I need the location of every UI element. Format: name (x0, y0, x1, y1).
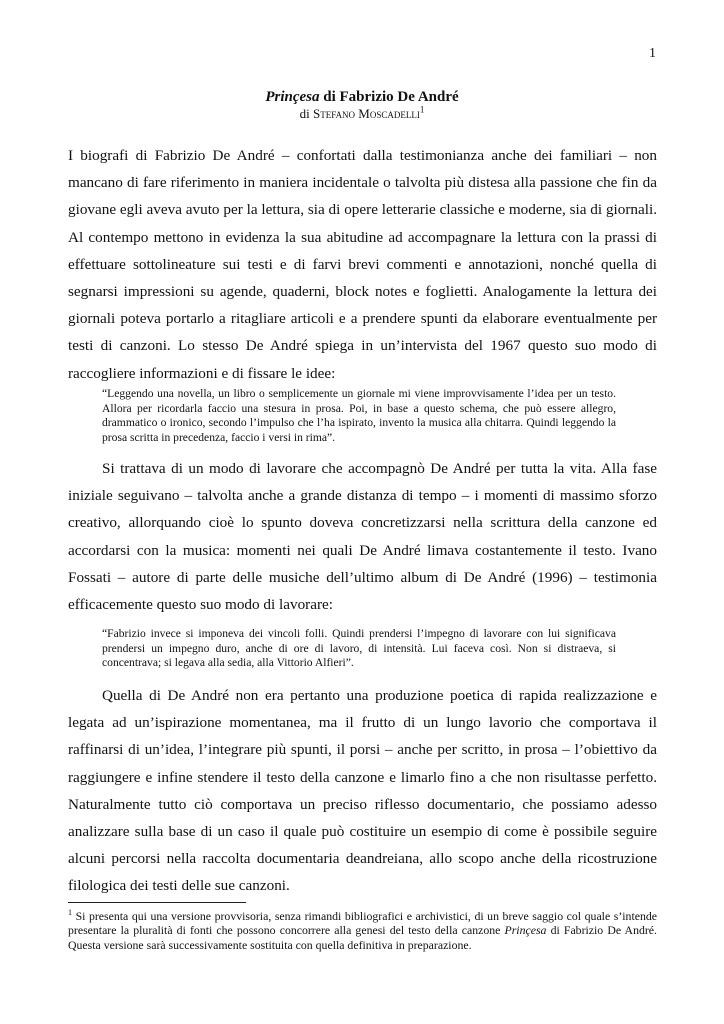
author-name: Stefano Moscadelli (313, 106, 420, 121)
footnote-mark: 1 (68, 908, 72, 918)
paragraph-2: Si trattava di un modo di lavorare che accompagnò De André per tutta la vita. Alla fase iniziale seguivano – talvolta anche a grande distanza di tempo – i momenti di massimo sforzo creativo, allorquando cioè lo spunto doveva concretizzarsi nella scrittura della canzone ed accordarsi con la musica: momenti nei quali De André limava costantemente il testo. Ivano Fossati – autore di parte delle musiche dell’ultimo album di De André (1996) – testimonia efficacemente questo suo modo di lavorare: (68, 460, 657, 614)
footnote-text-before: Si presenta qui una versione provvisoria, senza rimandi bibliografici e archivistici, di un breve saggio col quale s’intende presentare la pluralità di fonti che possono concorrere alla genesi del testo della canzone (68, 909, 657, 938)
block-quote-1: “Leggendo una novella, un libro o semplicemente un giornale mi viene improvvisamente l’idea per un testo. Allora per ricordarla faccio una stesura in prosa. Poi, in base a questo schema, che può essere allegro, drammatico o ironico, secondo l’impulso che l’ha ispirato, invento la musica alla chitarra. Quindi leggendo la prosa scritta in precedenza, faccio i versi in rima”. (102, 387, 616, 444)
paragraph-3: Quella di De André non era pertanto una produzione poetica di rapida realizzazione e legata ad un’ispirazione momentanea, ma il frutto di un lungo lavorio che comportava il raffinarsi di un’idea, l’integrare più spunti, il porsi – anche per scritto, in prosa – l’obiettivo da raggiungere e infine stendere il testo della canzone e limarlo fino a che non risultasse perfetto. Naturalmente tutto ciò comportava un preciso riflesso documentario, che possiamo adesso analizzare sulla base di un caso il quale può costituire un esempio di come è possibile seguire alcuni percorsi nella raccolta documentaria deandreiana, allo scopo anche della ricostruzione filologica dei testi delle sue canzoni. (68, 687, 657, 895)
document-title (0, 88, 724, 106)
block-quote-2: “Fabrizio invece si imponeva dei vincoli folli. Quindi prendersi l’impegno di lavorare con lui significava prendersi un impegno duro, anche di ore di lavoro, di intensità. Lui faceva così. Non si distraeva, si concentrava; si legava alla sedia, alla Vittorio Alfieri”. (102, 627, 616, 670)
footnote-italic-title: Prinçesa (504, 923, 547, 938)
paragraph-1: I biografi di Fabrizio De André – confortati dalla testimonianza anche dei familiari – non mancano di fare riferimento in maniera incidentale o talvolta più distesa alla passione che fin da giovane egli aveva avuto per la lettura, sia di opere letterarie classiche e moderne, sia di giornali. Al contempo mettono in evidenza la sua abitudine ad accompagnare la lettura con la prassi di effettuare sottolineature sui testi e di farvi brevi commenti e annotazioni, nonché quella di segnarsi impressioni su agende, quaderni, block notes e foglietti. Analogamente la lettura dei giornali poteva portarlo a ritagliare articoli e a prendere spunti da elaborare eventualmente per testi di canzoni. Lo stesso De André spiega in un’intervista del 1967 questo suo modo di raccogliere informazioni e di fissare le idee: (68, 147, 657, 382)
footnote-1 (68, 909, 657, 952)
author-line (0, 106, 724, 122)
page-number: 1 (649, 46, 656, 61)
author-footnote-mark: 1 (419, 104, 425, 115)
title-italic: Prinçesa (265, 89, 320, 105)
footnote-separator (68, 902, 246, 903)
footnote-text-after: di Fabrizio De André. Questa versione sarà successivamente sostituita con quella definitiva in preparazione. (68, 923, 657, 952)
title-rest: di Fabrizio De André (319, 89, 459, 105)
author-prefix: di (299, 106, 313, 121)
